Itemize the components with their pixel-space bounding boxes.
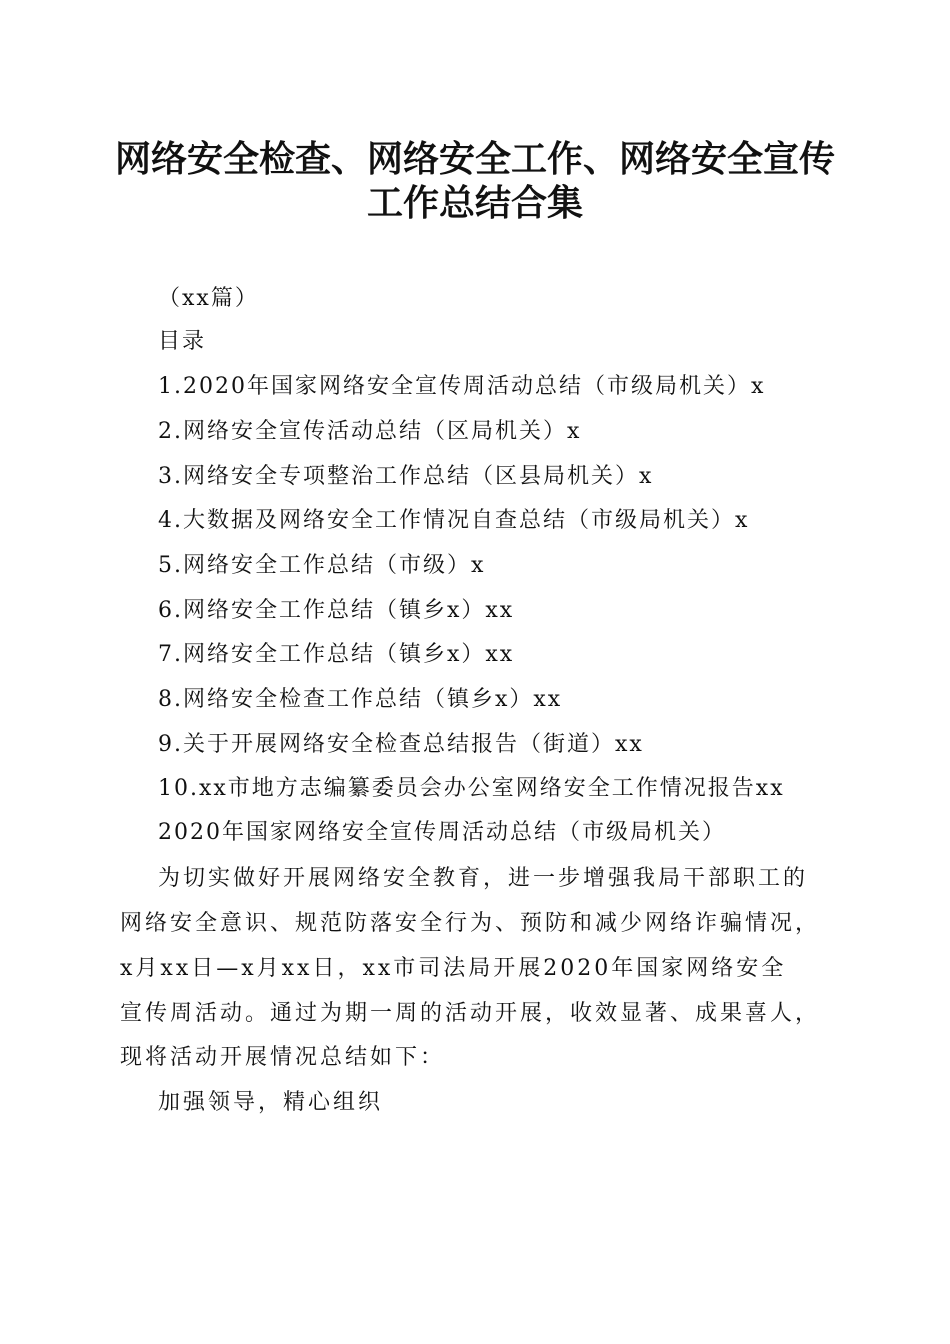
toc-item: 1.2020年国家网络安全宣传周活动总结（市级局机关）x xyxy=(158,374,766,399)
paragraph-line: x月xx日—x月xx日，xx市司法局开展2020年国家网络安全 xyxy=(120,956,787,981)
toc-item: 8.网络安全检查工作总结（镇乡x）xx xyxy=(158,687,563,712)
document-title-line-1: 网络安全检查、网络安全工作、网络安全宣传 xyxy=(114,139,835,180)
toc-item: 3.网络安全专项整治工作总结（区县局机关）x xyxy=(158,464,654,489)
section-title: 2020年国家网络安全宣传周活动总结（市级局机关） xyxy=(158,820,726,845)
toc-item: 7.网络安全工作总结（镇乡x）xx xyxy=(158,642,515,667)
toc-heading: 目录 xyxy=(158,329,207,354)
count-note: （xx篇） xyxy=(158,286,259,311)
paragraph-line: 网络安全意识、规范防落安全行为、预防和减少网络诈骗情况， xyxy=(120,911,821,936)
toc-item: 4.大数据及网络安全工作情况自查总结（市级局机关）x xyxy=(158,508,750,533)
paragraph-line: 宣传周活动。通过为期一周的活动开展，收效显著、成果喜人， xyxy=(120,1001,821,1026)
toc-item: 9.关于开展网络安全检查总结报告（街道）xx xyxy=(158,732,644,757)
toc-item: 2.网络安全宣传活动总结（区局机关）x xyxy=(158,419,582,444)
document-title-line-2: 工作总结合集 xyxy=(366,183,583,224)
toc-item: 5.网络安全工作总结（市级）x xyxy=(158,553,486,578)
paragraph-line: 为切实做好开展网络安全教育，进一步增强我局干部职工的 xyxy=(158,866,809,891)
paragraph-line: 现将活动开展情况总结如下： xyxy=(120,1045,446,1070)
subheading: 加强领导，精心组织 xyxy=(158,1090,384,1115)
toc-item: 10.xx市地方志编纂委员会办公室网络安全工作情况报告xx xyxy=(158,776,785,801)
toc-item: 6.网络安全工作总结（镇乡x）xx xyxy=(158,598,515,623)
